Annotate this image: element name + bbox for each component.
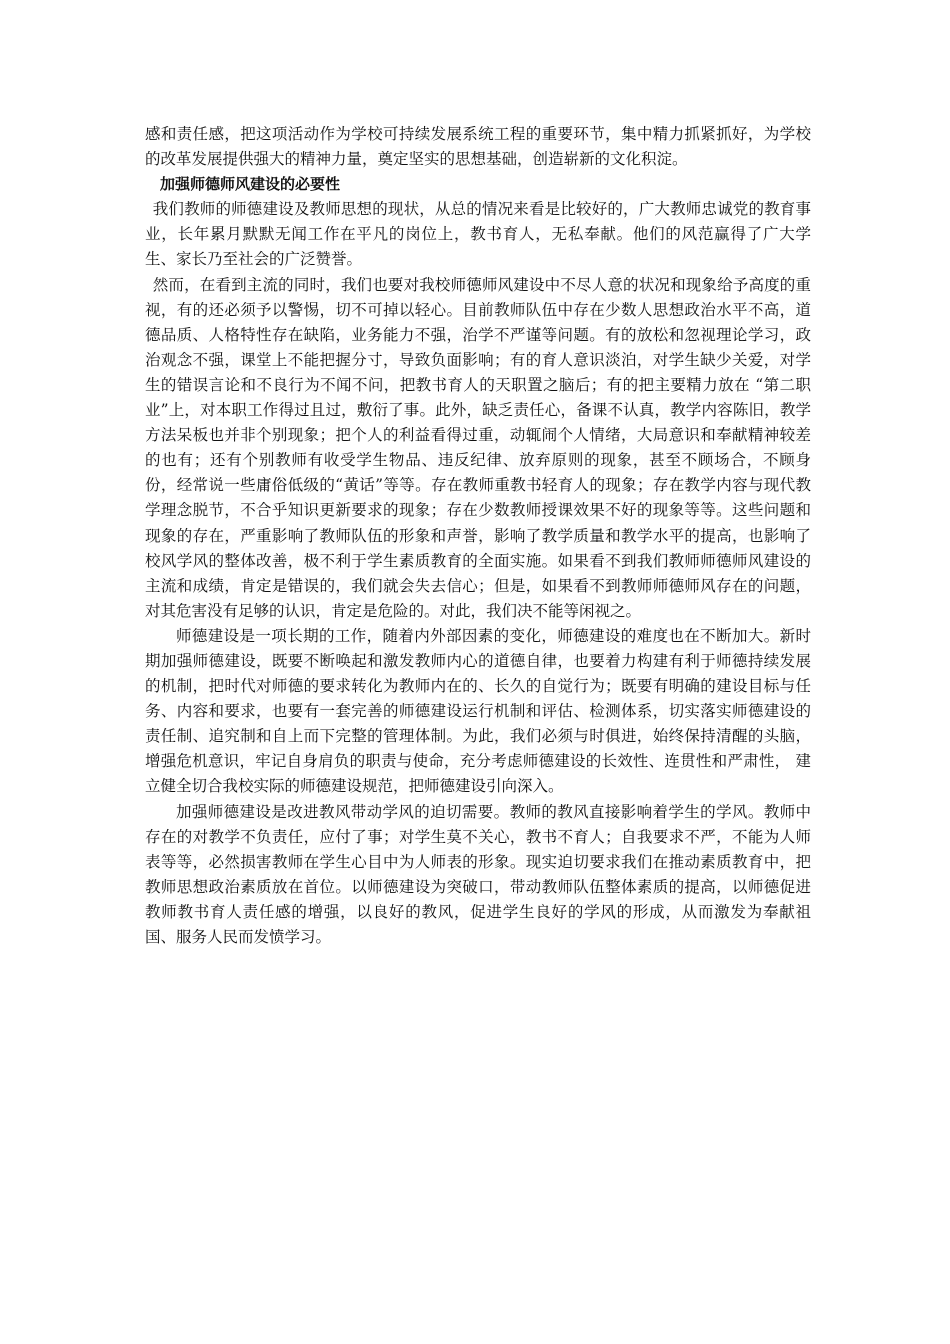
paragraph-current-status: 我们教师的师德建设及教师思想的现状，从总的情况来看是比较好的，广大教师忠诚党的教育事业，长年累月默默无闻工作在平凡的岗位上，教书育人，无私奉献。他们的风范赢得了广大学生、家长乃至社会的广泛赞誉。 xyxy=(145,200,811,269)
paragraph-teaching-style: 加强师德建设是改进教风带动学风的迫切需要。教师的教风直接影响着学生的学风。教师中存在的对教学不负责任，应付了事；对学生莫不关心，教书不育人；自我要求不严，不能为人师表等等，必然损害教师在学生心目中为人师表的形象。现实迫切要求我们在推动素质教育中，把教师思想政治素质放在首位。以师德建设为突破口，带动教师队伍整体素质的提高，以师德促进教师教书育人责任感的增强，以良好的教风，促进学生良好的学风的形成，从而激发为奉献祖国、服务人民而发愤学习。 xyxy=(145,802,811,946)
section-heading: 加强师德师风建设的必要性 xyxy=(160,175,341,194)
document-page xyxy=(145,122,811,950)
paragraph-problems: 然而，在看到主流的同时，我们也要对我校师德师风建设中不尽人意的状况和现象给予高度的重视，有的还必须予以警惕，切不可掉以轻心。目前教师队伍中存在少数人思想政治水平不高，道德品质、人格特性存在缺陷，业务能力不强，治学不严谨等问题。有的放松和忽视理论学习，政治观念不强，课堂上不能把握分寸，导致负面影响；有的育人意识淡泊，对学生缺少关爱，对学生的错误言论和不良行为不闻不问，把教书育人的天职置之脑后；有的把主要精力放在 “第二职业”上，对本职工作得过且过，敷衍了事。此外，缺乏责任心，备课不认真，教学内容陈旧，教学方法呆板也并非个别现象；把个人的利益看得过重，动辄闹个人情绪，大局意识和奉献精神较差的也有；还有个别教师有收受学生物品、违反纪律、放弃原则的现象，甚至不顾场合，不顾身份，经常说一些庸俗低级的“黄话”等等。存在教师重教书轻育人的现象；存在教学内容与现代教学理念脱节，不合乎知识更新要求的现象；存在少数教师授课效果不好的现象等等。这些问题和现象的存在，严重影响了教师队伍的形象和声誉，影响了教学质量和教学水平的提高，也影响了校风学风的整体改善，极不利于学生素质教育的全面实施。如果看不到我们教师师德师风建设的主流和成绩，肯定是错误的，我们就会失去信心；但是，如果看不到教师师德师风存在的问题，对其危害没有足够的认识，肯定是危险的。对此，我们决不能等闲视之。 xyxy=(145,275,811,620)
paragraph-long-term-work: 师德建设是一项长期的工作，随着内外部因素的变化，师德建设的难度也在不断加大。新时期加强师德建设，既要不断唤起和激发教师内心的道德自律，也要着力构建有利于师德持续发展的机制，把时代对师德的要求转化为教师内在的、长久的自觉行为；既要有明确的建设目标与任务、内容和要求，也要有一套完善的师德建设运行机制和评估、检测体系，切实落实师德建设的责任制、追究制和自上而下完整的管理体制。为此，我们必须与时俱进，始终保持清醒的头脑，增强危机意识，牢记自身肩负的职责与使命，充分考虑师德建设的长效性、连贯性和严肃性， 建立健全切合我校实际的师德建设规范，把师德建设引向深入。 xyxy=(145,626,811,796)
paragraph-continued: 感和责任感，把这项活动作为学校可持续发展系统工程的重要环节，集中精力抓紧抓好，为学校的改革发展提供强大的精神力量，奠定坚实的思想基础，创造崭新的文化积淀。 xyxy=(145,125,811,169)
